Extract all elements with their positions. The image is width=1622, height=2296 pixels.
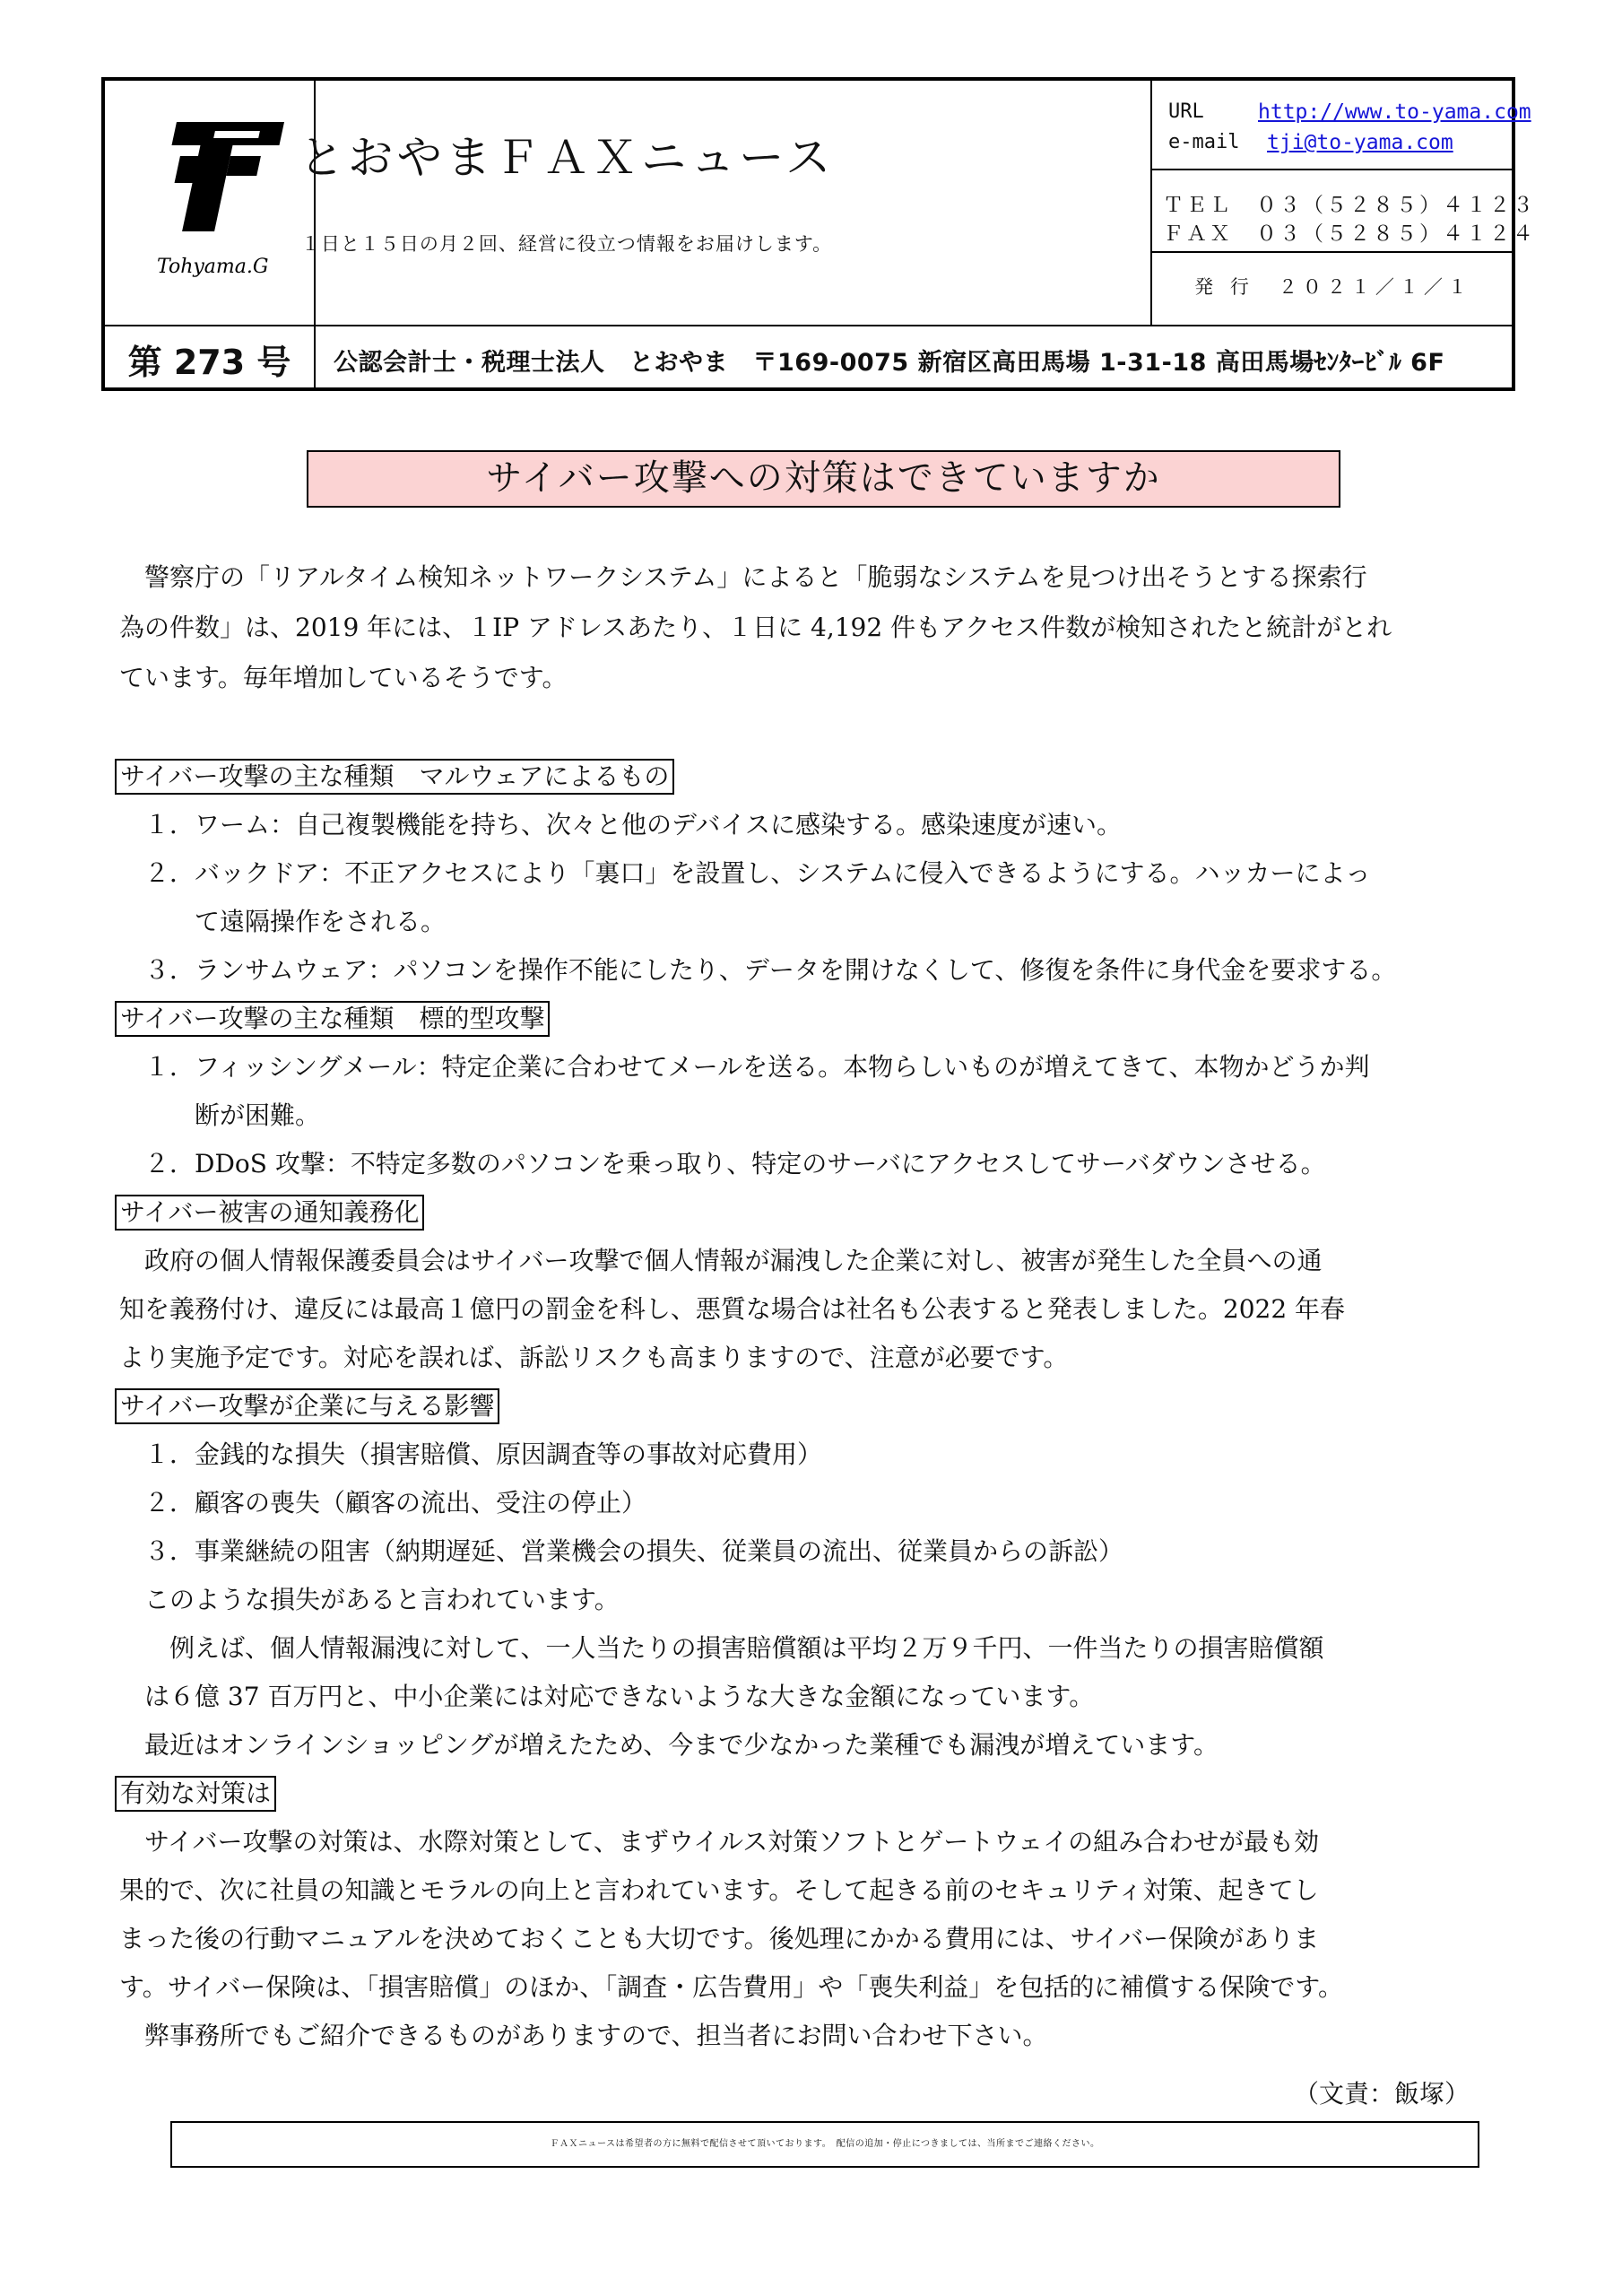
url-label: URL xyxy=(1168,100,1204,123)
company-logo xyxy=(150,122,293,283)
intro-line: 為の件数」は、2019 年には、１IP アドレスあたり、１日に 4,192 件もアクセス件数が検知されたと統計がとれ xyxy=(119,613,1392,642)
section-heading-notification: サイバー被害の通知義務化 xyxy=(115,1195,424,1231)
section-heading-measures: 有効な対策は xyxy=(115,1776,276,1812)
paragraph-line: 弊事務所でもご紹介できるものがありますので、担当者にお問い合わせ下さい。 xyxy=(119,2021,1048,2050)
paragraph-line: は６億 37 百万円と、中小企業には対応できないような大きな金額になっています。 xyxy=(119,1682,1095,1711)
newsletter-header xyxy=(101,77,1536,391)
divider xyxy=(1150,169,1515,170)
section-heading-targeted: サイバー攻撃の主な種類 標的型攻撃 xyxy=(115,1001,550,1037)
newsletter-title: とおやまＦＡＸニュース xyxy=(299,131,835,184)
paragraph-line: 最近はオンラインショッピングが増えたため、今まで少なかった業種でも漏洩が増えています。 xyxy=(119,1730,1219,1760)
footer-notice: ＦＡＸニュースは希望者の方に無料で配信させて頂いております。 配信の追加・停止につきましては、当所までご連絡ください。 xyxy=(170,2121,1479,2168)
paragraph-line: より実施予定です。対応を誤れば、訴訟リスクも高まりますので、注意が必要です。 xyxy=(119,1343,1069,1372)
list-item: ３．事業継続の阻害（納期遅延、営業機会の損失、従業員の流出、従業員からの訴訟） xyxy=(119,1536,1124,1566)
issue-date: 発 行 ２０２１／１／１ xyxy=(1194,276,1472,298)
email-link[interactable]: tji@to-yama.com xyxy=(1267,131,1453,154)
paragraph-line: す。サイバー保険は、「損害賠償」のほか、「調査・広告費用」や「喪失利益」を包括的に補償する保険です。 xyxy=(119,1972,1344,2002)
paragraph-line: まった後の行動マニュアルを決めておくことも大切です。後処理にかかる費用には、サイバー保険がありま xyxy=(119,1924,1320,1953)
section-heading-malware: サイバー攻撃の主な種類 マルウェアによるもの xyxy=(115,759,674,795)
list-item: ２．DDoS 攻撃：不特定多数のパソコンを乗っ取り、特定のサーバにアクセスしてサーバダウンさせる。 xyxy=(119,1149,1326,1178)
divider xyxy=(105,325,1515,326)
article-headline: サイバー攻撃への対策はできていますか xyxy=(307,450,1340,508)
author-credit: （文責：飯塚） xyxy=(1293,2079,1470,2109)
section-heading-impact: サイバー攻撃が企業に与える影響 xyxy=(115,1388,499,1424)
paragraph-line: このような損失があると言われています。 xyxy=(119,1585,620,1614)
paragraph-line: 例えば、個人情報漏洩に対して、一人当たりの損害賠償額は平均２万９千円、一件当たりの損害賠償額 xyxy=(119,1633,1324,1663)
divider xyxy=(1150,251,1515,253)
list-item: １．金銭的な損失（損害賠償、原因調査等の事故対応費用） xyxy=(119,1439,823,1469)
newsletter-subtitle: １日と１５日の月２回、経営に役立つ情報をお届けします。 xyxy=(300,233,833,255)
list-item: ３．ランサムウェア：パソコンを操作不能にしたり、データを開けなくして、修復を条件に身代金を要求する。 xyxy=(119,955,1397,985)
list-item: 断が困難。 xyxy=(119,1100,321,1130)
list-item: ２．顧客の喪失（顧客の流出、受注の停止） xyxy=(119,1488,647,1518)
paragraph-line: 政府の個人情報保護委員会はサイバー攻撃で個人情報が漏洩した企業に対し、被害が発生した全員への通 xyxy=(119,1246,1323,1275)
list-item: １．ワーム：自己複製機能を持ち、次々と他のデバイスに感染する。感染速度が速い。 xyxy=(119,810,1123,839)
paragraph-line: サイバー攻撃の対策は、水際対策として、まずウイルス対策ソフトとゲートウェイの組み合わせが最も効 xyxy=(119,1827,1320,1857)
paragraph-line: 果的で、次に社員の知識とモラルの向上と言われています。そして起きる前のセキュリティ対策、起きてし xyxy=(119,1875,1319,1905)
intro-line: ています。毎年増加しているそうです。 xyxy=(119,663,568,692)
tel-number: ＴＥＬ ０３（５２８５）４１２３ xyxy=(1163,194,1536,217)
email-label: e-mail xyxy=(1168,131,1240,153)
url-link[interactable]: http://www.to-yama.com xyxy=(1258,100,1531,124)
firm-address: 公認会計士・税理士法人 とおやま 〒169-0075 新宿区高田馬場 1-31-18 高田馬場ｾﾝﾀｰﾋﾞﾙ 6F xyxy=(334,349,1445,377)
intro-line: 警察庁の「リアルタイム検知ネットワークシステム」によると「脆弱なシステムを見つけ出そうとする探索行 xyxy=(119,562,1367,592)
fax-number: ＦＡＸ ０３（５２８５）４１２４ xyxy=(1163,222,1536,246)
paragraph-line: 知を義務付け、違反には最高１億円の罰金を科し、悪質な場合は社名も公表すると発表しました。2022 年春 xyxy=(119,1294,1346,1324)
divider xyxy=(1150,81,1152,325)
issue-number: 第 273 号 xyxy=(127,343,291,382)
logo-caption: Tohyama.G xyxy=(157,256,269,278)
list-item: ２．バックドア：不正アクセスにより「裏口」を設置し、システムに侵入できるようにする。ハッカーによっ xyxy=(119,858,1371,888)
list-item: て遠隔操作をされる。 xyxy=(119,907,447,936)
list-item: １．フィッシングメール：特定企業に合わせてメールを送る。本物らしいものが増えてきて、本物かどうか判 xyxy=(119,1052,1370,1082)
